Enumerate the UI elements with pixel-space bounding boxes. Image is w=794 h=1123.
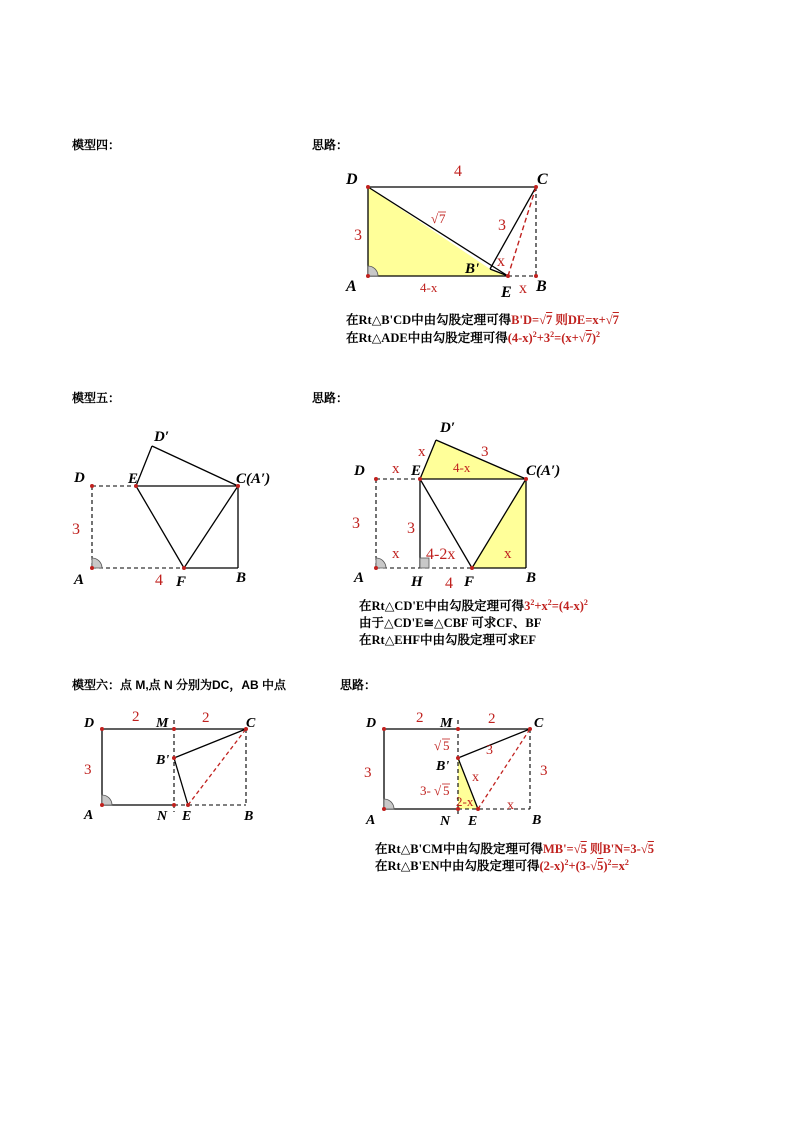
eq-term: 则DE=x+ xyxy=(552,313,606,327)
eq-exponent: 2 xyxy=(607,858,612,867)
len-dprime-c: 3 xyxy=(481,444,489,460)
sqrt-sign: √ xyxy=(590,859,598,873)
eq-term: 则B'N=3- xyxy=(586,842,641,856)
point-d xyxy=(366,185,370,189)
len-da: 3 xyxy=(84,762,92,778)
eq-exponent: 2 xyxy=(550,330,555,339)
point-d xyxy=(374,477,378,481)
point-a xyxy=(100,803,104,807)
sqrt-value: 7 xyxy=(546,313,553,327)
label-b: B xyxy=(536,278,547,295)
red-dash-ec xyxy=(508,187,536,276)
model6-left-figure xyxy=(80,702,280,832)
point-m xyxy=(456,727,460,731)
edge-e-dprime xyxy=(136,446,152,486)
label-d: D xyxy=(84,716,95,731)
label-n: N xyxy=(157,809,168,824)
fill-cdprime-e xyxy=(420,440,526,479)
len-bprime-n-root: 5 xyxy=(443,783,450,798)
len-eh: 3 xyxy=(407,520,415,537)
len-da: 3 xyxy=(72,521,80,538)
len-bprime-c: 3 xyxy=(486,743,493,758)
point-d xyxy=(100,727,104,731)
label-c: C xyxy=(537,171,548,188)
len-fb-x: x xyxy=(504,546,512,562)
eq-term: +x xyxy=(534,599,548,613)
label-b-prime: B' xyxy=(465,261,480,277)
eq-exponent: 2 xyxy=(564,858,569,867)
label-b: B xyxy=(526,570,537,586)
model6-equation-1 xyxy=(375,841,654,857)
len-bprime-c: 3 xyxy=(498,217,506,234)
label-e: E xyxy=(468,814,478,829)
sqrt-sign: √ xyxy=(578,331,586,345)
model5-left-figure xyxy=(70,424,290,594)
model5-equation-1 xyxy=(359,598,588,614)
eq-text: 在Rt△B'CD中由勾股定理可得 xyxy=(346,313,512,327)
eq-exponent: 2 xyxy=(532,330,537,339)
point-a xyxy=(366,274,370,278)
point-c xyxy=(528,727,532,731)
point-n xyxy=(172,803,176,807)
label-d-prime: D′ xyxy=(440,420,456,436)
label-e: E xyxy=(128,471,139,487)
model4-figure xyxy=(340,160,560,305)
model4-equation-2 xyxy=(346,330,600,346)
len-dprime-e-x: x xyxy=(418,444,426,460)
model4-idea-label: 思路： xyxy=(312,138,349,152)
label-a: A xyxy=(84,808,94,823)
label-e: E xyxy=(501,284,512,301)
point-f xyxy=(470,566,474,570)
right-angle-mark xyxy=(102,795,112,805)
edge-dprime-c xyxy=(152,446,238,486)
len-de-x: x xyxy=(392,461,400,477)
eq-text: 在Rt△B'EN中由勾股定理可得 xyxy=(375,859,540,873)
model5-idea-label: 思路： xyxy=(312,391,349,405)
sqrt-sign: √ xyxy=(434,783,442,798)
label-e: E xyxy=(411,463,422,479)
label-a: A xyxy=(354,570,365,586)
model5-equation-3: 在Rt△EHF中由勾股定理可求EF xyxy=(359,633,536,647)
sqrt-value: 5 xyxy=(580,842,587,856)
point-b-prime xyxy=(456,756,460,760)
sqrt-sign: √ xyxy=(573,842,581,856)
len-cb: 3 xyxy=(540,763,548,779)
point-a xyxy=(374,566,378,570)
len-bprime-e-x: x xyxy=(472,770,479,785)
label-b-prime: B' xyxy=(436,759,450,774)
model5-heading: 模型五： xyxy=(72,391,121,405)
label-b: B xyxy=(236,570,247,586)
label-m: M xyxy=(440,716,453,731)
eq-exponent: 2 xyxy=(596,330,601,339)
label-c-a-prime: C(A′) xyxy=(526,463,561,479)
sqrt-value: 5 xyxy=(647,842,654,856)
eq-term: +(3- xyxy=(568,859,591,873)
point-a xyxy=(382,807,386,811)
len-ne: 2-x xyxy=(456,794,474,809)
eq-term: ) xyxy=(603,859,608,873)
len-ab: 4 xyxy=(445,575,453,592)
len-mc: 2 xyxy=(202,710,210,726)
eq-term: (4-x) xyxy=(507,331,533,345)
model6-right-figure xyxy=(360,702,560,832)
eq-text: 在Rt△CD'E中由勾股定理可得 xyxy=(359,599,525,613)
label-h: H xyxy=(411,574,423,590)
model6-equation-2 xyxy=(375,858,629,874)
len-da: 3 xyxy=(364,765,372,781)
right-angle-a xyxy=(376,558,386,568)
point-e xyxy=(476,807,480,811)
len-hf: 4-2x xyxy=(426,546,456,563)
sqrt-value: 5 xyxy=(597,859,604,873)
label-d-prime: D′ xyxy=(154,429,170,445)
eq-exponent: 2 xyxy=(530,598,535,607)
point-m xyxy=(172,727,176,731)
eq-term: =x xyxy=(611,859,625,873)
right-angle-mark xyxy=(92,558,102,568)
label-f: F xyxy=(176,574,187,590)
eq-exponent: 2 xyxy=(547,598,552,607)
label-d: D xyxy=(354,463,365,479)
point-f xyxy=(182,566,186,570)
red-dash-ec xyxy=(478,729,530,809)
sqrt-sign: √ xyxy=(605,313,613,327)
label-a: A xyxy=(74,572,85,588)
eq-term: =(x+ xyxy=(554,331,579,345)
sqrt-sign: √ xyxy=(640,842,648,856)
len-bprime-n-prefix: 3- xyxy=(420,783,431,798)
sqrt-value: 7 xyxy=(612,313,619,327)
eq-exponent: 2 xyxy=(624,858,629,867)
len-dm: 2 xyxy=(416,710,424,726)
len-ae: 4-x xyxy=(420,280,438,295)
point-a xyxy=(90,566,94,570)
label-b-prime: B' xyxy=(156,753,170,768)
label-c-a-prime: C(A′) xyxy=(236,471,271,487)
len-dm: 2 xyxy=(132,709,140,725)
fold-ef xyxy=(136,486,184,568)
label-f: F xyxy=(464,574,475,590)
len-da: 3 xyxy=(354,227,362,244)
len-ec: 4-x xyxy=(453,460,471,475)
eq-term: B'D= xyxy=(511,313,540,327)
len-bprime-e-x: x xyxy=(497,253,505,270)
sqrt-sign: √ xyxy=(539,313,547,327)
label-d: D xyxy=(346,171,358,188)
model4-heading: 模型四： xyxy=(72,138,121,152)
label-c: C xyxy=(246,716,256,731)
edge-fc xyxy=(184,486,238,568)
point-e xyxy=(506,274,510,278)
model6-heading: 模型六：点 M,点 N 分别为DC，AB 中点 xyxy=(72,678,286,692)
label-d: D xyxy=(74,470,85,486)
len-bprime-d-radical: √ xyxy=(431,211,439,226)
eq-term: +3 xyxy=(536,331,551,345)
label-b: B xyxy=(244,809,254,824)
label-a: A xyxy=(366,813,376,828)
model5-right-figure xyxy=(350,412,570,597)
sqrt-sign: √ xyxy=(434,738,442,753)
eq-term: 3 xyxy=(524,599,531,613)
len-ab: 4 xyxy=(155,572,163,589)
point-d xyxy=(90,484,94,488)
label-e: E xyxy=(182,809,192,824)
eq-term: MB'= xyxy=(542,842,574,856)
len-mbprime: 5 xyxy=(443,738,450,753)
len-mc: 2 xyxy=(488,711,496,727)
point-e xyxy=(186,803,190,807)
len-eb-x: x xyxy=(507,798,514,813)
model4-equation-1 xyxy=(346,312,619,328)
eq-text: 在Rt△B'CM中由勾股定理可得 xyxy=(375,842,543,856)
eq-text: 在Rt△ADE中由勾股定理可得 xyxy=(346,331,508,345)
eq-term: (2-x) xyxy=(539,859,565,873)
label-n: N xyxy=(440,814,451,829)
eq-term: ) xyxy=(591,331,597,345)
model6-idea-label: 思路： xyxy=(340,678,377,692)
len-eb-x: x xyxy=(519,280,527,297)
label-c: C xyxy=(534,716,544,731)
label-b: B xyxy=(532,813,542,828)
len-bprime-d: 7 xyxy=(439,211,446,226)
len-dc: 4 xyxy=(454,163,462,180)
edge-bprime-c xyxy=(458,729,530,758)
sqrt-value: 7 xyxy=(585,331,592,345)
len-da: 3 xyxy=(352,515,360,532)
model5-equation-2: 由于△CD'E≅△CBF 可求CF、BF xyxy=(359,616,542,630)
eq-term: =(4-x) xyxy=(551,599,584,613)
point-b-prime xyxy=(172,756,176,760)
label-m: M xyxy=(156,716,169,731)
eq-exponent: 2 xyxy=(583,598,588,607)
right-angle-mark xyxy=(384,799,394,809)
label-d: D xyxy=(366,716,377,731)
len-ah-x: x xyxy=(392,546,400,562)
edge-bprime-e xyxy=(174,758,188,805)
point-d xyxy=(382,727,386,731)
label-a: A xyxy=(346,278,357,295)
